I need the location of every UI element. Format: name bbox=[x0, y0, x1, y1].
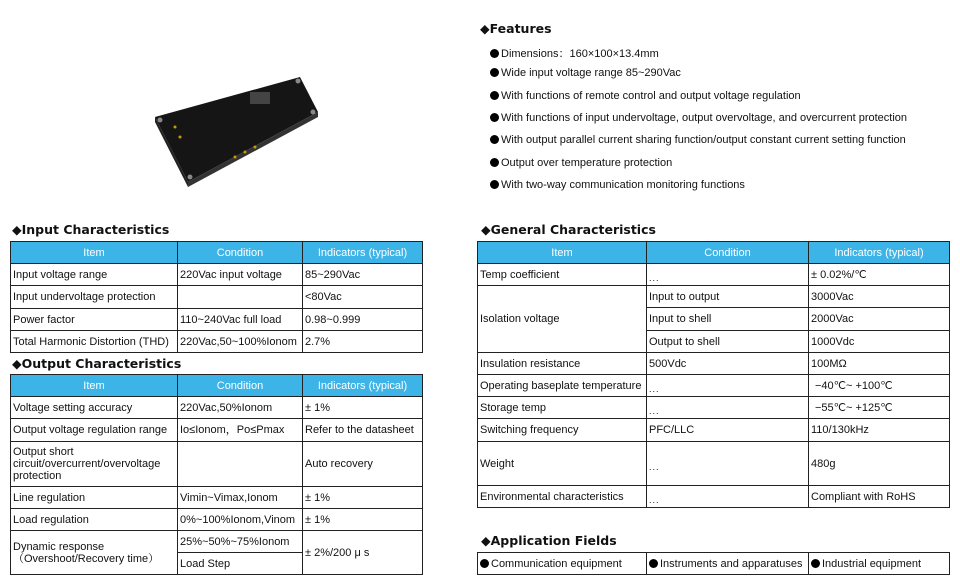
cell: 110/130kHz bbox=[809, 419, 950, 442]
feature-text: With two-way communication monitoring functions bbox=[501, 178, 745, 191]
bullet-icon bbox=[649, 559, 658, 568]
bullet-icon bbox=[490, 180, 499, 189]
cell bbox=[178, 286, 303, 309]
cell: ± 2%/200 μ s bbox=[303, 531, 423, 575]
feature-item bbox=[490, 157, 672, 169]
table-row bbox=[478, 375, 950, 397]
cell: Input to shell bbox=[647, 308, 809, 331]
cell: Storage temp bbox=[478, 397, 647, 419]
col-item: Item bbox=[478, 242, 647, 264]
cell: −55℃~ +125℃ bbox=[809, 397, 950, 419]
cell: Input to output bbox=[647, 286, 809, 308]
bullet-icon bbox=[811, 559, 820, 568]
col-condition: Condition bbox=[178, 375, 303, 397]
cell bbox=[647, 486, 809, 508]
cell bbox=[178, 442, 303, 487]
features-title: ◆Features bbox=[480, 21, 552, 36]
table-header bbox=[11, 375, 423, 397]
cell: 480g bbox=[809, 442, 950, 486]
cell bbox=[647, 397, 809, 419]
cell: PFC/LLC bbox=[647, 419, 809, 442]
feature-item bbox=[490, 90, 801, 102]
cell: <80Vac bbox=[303, 286, 423, 309]
feature-item bbox=[490, 112, 907, 124]
table-row bbox=[478, 397, 950, 419]
cell: Insulation resistance bbox=[478, 353, 647, 375]
product-photo bbox=[150, 72, 320, 187]
cell: 220Vac input voltage bbox=[178, 264, 303, 286]
cell: Output to shell bbox=[647, 331, 809, 353]
cell: 100MΩ bbox=[809, 353, 950, 375]
cell-text: ... bbox=[649, 461, 660, 472]
cell: Temp coefficient bbox=[478, 264, 647, 286]
cell: Refer to the datasheet bbox=[303, 419, 423, 442]
feature-item bbox=[490, 45, 659, 61]
cell: Weight bbox=[478, 442, 647, 486]
cell: ± 1% bbox=[303, 487, 423, 509]
cell: 220Vac,50~100%Ionom bbox=[178, 331, 303, 353]
cell: Io≤Ionom，Po≤Pmax bbox=[178, 419, 303, 442]
table-row bbox=[11, 531, 423, 553]
table-row bbox=[11, 419, 423, 442]
table-row bbox=[478, 419, 950, 442]
cell-text: ... bbox=[649, 405, 660, 416]
feature-text: Output over temperature protection bbox=[501, 156, 673, 169]
output-title: ◆Output Characteristics bbox=[12, 356, 182, 371]
cell: Voltage setting accuracy bbox=[11, 397, 178, 419]
feature-text: Dimensions：160×100×13.4mm bbox=[501, 48, 659, 60]
feature-item bbox=[490, 134, 906, 146]
cell: Output voltage regulation range bbox=[11, 419, 178, 442]
cell-line: （Overshoot/Recovery time） bbox=[13, 552, 160, 565]
cell: 110~240Vac full load bbox=[178, 309, 303, 331]
cell: 3000Vac bbox=[809, 286, 950, 308]
col-item: Item bbox=[11, 375, 178, 397]
cell-text: ... bbox=[649, 383, 660, 394]
table-row bbox=[11, 286, 423, 309]
cell: Line regulation bbox=[11, 487, 178, 509]
application-item bbox=[647, 553, 809, 575]
col-condition: Condition bbox=[647, 242, 809, 264]
bullet-icon bbox=[490, 68, 499, 77]
applications-title-text: Application Fields bbox=[490, 533, 617, 548]
table-row bbox=[11, 331, 423, 353]
cell: Isolation voltage bbox=[478, 286, 647, 353]
table-row bbox=[11, 397, 423, 419]
cell: 0%~100%Ionom,Vinom bbox=[178, 509, 303, 531]
cell bbox=[11, 531, 178, 575]
cell bbox=[647, 264, 809, 286]
cell: 0.98~0.999 bbox=[303, 309, 423, 331]
bullet-icon bbox=[490, 158, 499, 167]
application-label: Instruments and apparatuses bbox=[660, 557, 803, 570]
cell-text: ... bbox=[649, 494, 660, 505]
feature-item bbox=[490, 67, 681, 79]
cell bbox=[647, 375, 809, 397]
feature-text: With functions of remote control and output voltage regulation bbox=[501, 89, 801, 102]
cell: Input voltage range bbox=[11, 264, 178, 286]
cell: 500Vdc bbox=[647, 353, 809, 375]
bullet-icon bbox=[490, 49, 499, 58]
input-title: ◆Input Characteristics bbox=[12, 222, 170, 237]
bullet-icon bbox=[490, 91, 499, 100]
cell: 85~290Vac bbox=[303, 264, 423, 286]
features-title-text: Features bbox=[489, 21, 552, 36]
bullet-icon bbox=[490, 113, 499, 122]
table-row bbox=[478, 286, 950, 308]
cell: Load regulation bbox=[11, 509, 178, 531]
table-row bbox=[478, 553, 950, 575]
cell: Input undervoltage protection bbox=[11, 286, 178, 309]
table-row bbox=[478, 264, 950, 286]
feature-text: With output parallel current sharing function/output constant current setting function bbox=[501, 134, 906, 147]
bullet-icon bbox=[490, 135, 499, 144]
col-indicators: Indicators (typical) bbox=[303, 375, 423, 397]
general-table bbox=[477, 241, 950, 508]
application-label: Industrial equipment bbox=[822, 557, 922, 570]
cell: 1000Vdc bbox=[809, 331, 950, 353]
application-label: Communication equipment bbox=[491, 557, 622, 570]
feature-text: Wide input voltage range 85~290Vac bbox=[501, 67, 681, 80]
application-item bbox=[809, 553, 950, 575]
applications-title: ◆Application Fields bbox=[481, 533, 617, 548]
output-title-text: Output Characteristics bbox=[21, 356, 182, 371]
feature-text: With functions of input undervoltage, output overvoltage, and overcurrent protection bbox=[501, 111, 908, 124]
table-row bbox=[11, 442, 423, 487]
cell: ± 0.02%/℃ bbox=[809, 264, 950, 286]
feature-item bbox=[490, 179, 745, 191]
cell: 2000Vac bbox=[809, 308, 950, 331]
cell: Compliant with RoHS bbox=[809, 486, 950, 508]
cell: 2.7% bbox=[303, 331, 423, 353]
cell: 220Vac,50%Ionom bbox=[178, 397, 303, 419]
bullet-icon bbox=[480, 559, 489, 568]
col-condition: Condition bbox=[178, 242, 303, 264]
cell-text: ... bbox=[649, 272, 660, 283]
cell: Total Harmonic Distortion (THD) bbox=[11, 331, 178, 353]
table-row bbox=[478, 486, 950, 508]
cell: Environmental characteristics bbox=[478, 486, 647, 508]
applications-table bbox=[477, 552, 950, 575]
cell: Load Step bbox=[178, 553, 303, 575]
general-title: ◆General Characteristics bbox=[481, 222, 656, 237]
table-header bbox=[11, 242, 423, 264]
cell: Switching frequency bbox=[478, 419, 647, 442]
cell: Operating baseplate temperature bbox=[478, 375, 647, 397]
cell: Auto recovery bbox=[303, 442, 423, 487]
cell: 25%~50%~75%Ionom bbox=[178, 531, 303, 553]
output-table bbox=[10, 374, 423, 575]
cell: ± 1% bbox=[303, 509, 423, 531]
col-indicators: Indicators (typical) bbox=[809, 242, 950, 264]
table-header bbox=[478, 242, 950, 264]
cell: −40℃~ +100℃ bbox=[809, 375, 950, 397]
input-table bbox=[10, 241, 423, 353]
general-title-text: General Characteristics bbox=[490, 222, 656, 237]
table-row bbox=[11, 264, 423, 286]
cell: Vimin~Vimax,Ionom bbox=[178, 487, 303, 509]
cell-line: Dynamic response bbox=[13, 540, 105, 553]
table-row bbox=[11, 509, 423, 531]
col-indicators: Indicators (typical) bbox=[303, 242, 423, 264]
cell: Output short circuit/overcurrent/overvoltage protection bbox=[11, 442, 178, 487]
application-item bbox=[478, 553, 647, 575]
table-row bbox=[11, 309, 423, 331]
cell: Power factor bbox=[11, 309, 178, 331]
col-item: Item bbox=[11, 242, 178, 264]
table-row bbox=[11, 487, 423, 509]
table-row bbox=[478, 442, 950, 486]
table-row bbox=[478, 353, 950, 375]
cell bbox=[647, 442, 809, 486]
input-title-text: Input Characteristics bbox=[21, 222, 170, 237]
cell: ± 1% bbox=[303, 397, 423, 419]
